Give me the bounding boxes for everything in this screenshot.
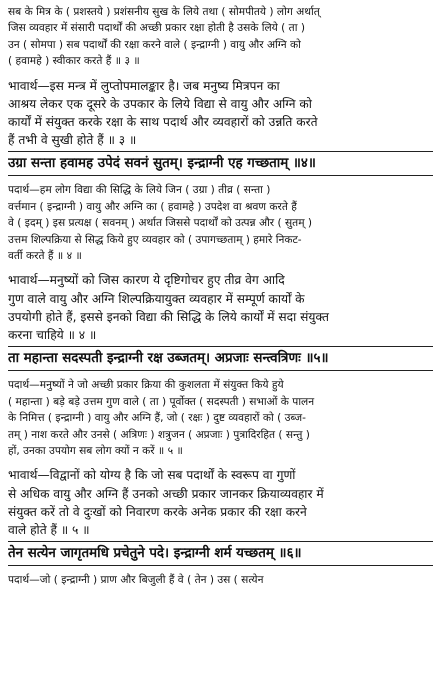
text-line: आश्रय लेकर एक दूसरे के उपकार के लिये विद्या से वायु और अग्नि को: [8, 96, 312, 111]
text-line: गुण वाले वायु और अग्नि शिल्पक्रियायुक्त व्यवहार में सम्पूर्ण कार्यों के: [8, 291, 305, 306]
padartha-continued: [8, 4, 433, 70]
text-line: से अधिक वायु और अग्नि हैं उनको अच्छी प्रकार जानकर क्रियाव्यवहार में: [8, 486, 324, 501]
text-line: भावार्थ—इस मन्त्र में लुप्तोपमालङ्कार है। जब मनुष्य मित्रपन का: [8, 78, 280, 93]
text-line: पदार्थ—जो ( इन्द्राग्नी ) प्राण और बिजुली हैं वे ( तेन ) उस ( सत्येन: [8, 574, 264, 587]
text-line: पदार्थ—हम लोग विद्या की सिद्धि के लिये जिन ( उग्रा ) तीव्र ( सन्ता ): [8, 184, 271, 197]
bhavartha-3: [8, 77, 433, 150]
divider-rule: [8, 565, 433, 566]
text-line: वाले होते हैं ॥ ५ ॥: [8, 522, 90, 537]
divider-rule: [8, 541, 433, 542]
text-line: उन ( सोमपा ) सब पदार्थों की रक्षा करने वाले ( इन्द्राग्नी ) वायु और अग्नि को: [8, 38, 301, 51]
divider-rule: [8, 151, 433, 152]
text-line: जिस व्यवहार में संसारी पदार्थों की अच्छी प्रकार रक्षा होती है उसके लिये ( ता ): [8, 22, 305, 35]
text-line: पदार्थ—मनुष्यों ने जो अच्छी प्रकार क्रिया की कुशलता में संयुक्त किये हुये: [8, 379, 284, 392]
spacer: [8, 459, 433, 466]
text-line: उपयोगी होते हैं, इससे इनको विद्या की सिद्धि के लिये कार्यों में सदा संयुक्त: [8, 309, 329, 324]
text-line: ( हवामहे ) स्वीकार करते हैं ॥ ३ ॥: [8, 55, 140, 68]
padartha-6: [8, 572, 433, 588]
text-line: हों, उनका उपयोग सब लोग क्यों न करें ॥ ५ ॥: [8, 444, 183, 457]
text-line: के निमित्त ( इन्द्राग्नी ) वायु और अग्नि हैं, जो ( रक्षः ) दुष्ट व्यवहारों को ( उब्ज-: [8, 412, 306, 425]
text-line: हैं तभी वे सुखी होते हैं ॥ ३ ॥: [8, 133, 137, 148]
text-line: वे ( इदम् ) इस प्रत्यक्ष ( सवनम् ) अर्थात जिससे पदार्थों को उत्पन्न और ( सुतम् ): [8, 217, 313, 230]
padartha-5: [8, 377, 433, 459]
text-line: करना चाहिये ॥ ४ ॥: [8, 328, 97, 343]
mantra-5: ता महान्ता सदस्पती इन्द्राग्नी रक्ष उब्जतम्। अप्रजाः सन्त्वत्रिणः ॥५॥: [8, 351, 329, 367]
divider-rule: [8, 346, 433, 347]
text-line: तम् ) नाश करते और उनसे ( अत्रिणः ) शत्रुजन ( अप्रजाः ) पुत्रादिरहित ( सन्तु ): [8, 428, 310, 441]
divider-rule: [8, 370, 433, 371]
bhavartha-4: [8, 271, 433, 344]
text-line: वर्ती करते हैं ॥ ४ ॥: [8, 250, 82, 263]
text-line: कार्यों में संयुक्त करके रक्षा के साथ पदार्थ और व्यवहारों को उन्नति करते: [8, 115, 318, 130]
padartha-4: [8, 182, 433, 264]
text-line: वर्त्तमान ( इन्द्राग्नी ) वायु और अग्नि का ( हवामहे ) उपदेश वा श्रवण करते हैं: [8, 200, 297, 213]
bhavartha-5: [8, 466, 433, 539]
text-line: सब के मित्र के ( प्रशस्तये ) प्रशंसनीय सुख के लिये तथा ( सोमपीतये ) लोग अर्थात्: [8, 6, 320, 18]
spacer: [8, 70, 433, 77]
text-line: ( महान्ता ) बड़े बड़े उत्तम गुण वाले ( ता ) पूर्वोक्त ( सदस्पती ) सभाओं के पालन: [8, 395, 315, 408]
mantra-6: तेन सत्येन जागृतमधि प्रचेतुने पदे। इन्द्राग्नी शर्म यच्छतम् ॥६॥: [8, 546, 302, 562]
text-line: संयुक्त करें तो वे दुःखों को निवारण करके अनेक प्रकार की रक्षा करने: [8, 504, 307, 519]
divider-rule: [8, 175, 433, 176]
text-line: भावार्थ—विद्वानों को योग्य है कि जो सब पदार्थों के स्वरूप वा गुणों: [8, 468, 296, 483]
spacer: [8, 264, 433, 271]
text-line: उत्तम शिल्पक्रिया से सिद्ध किये हुए व्यवहार को ( उपागच्छताम् ) हमारे निकट-: [8, 233, 302, 246]
text-line: भावार्थ—मनुष्यों को जिस कारण ये दृष्टिगोचर हुए तीव्र वेग आदि: [8, 273, 285, 288]
mantra-4: उग्रा सन्ता हवामह उपेदं सवनं सुतम्। इन्द्राग्नी एह गच्छताम् ॥४॥: [8, 156, 316, 172]
